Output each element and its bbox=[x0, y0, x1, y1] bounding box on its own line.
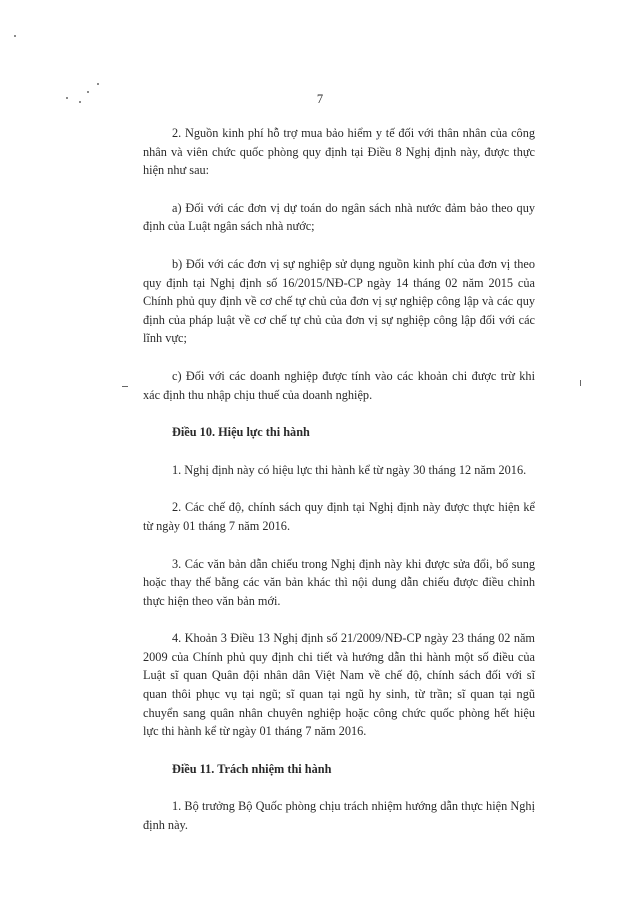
scan-speck bbox=[97, 83, 99, 85]
scan-speck bbox=[14, 35, 16, 37]
scan-speck bbox=[122, 386, 128, 387]
article-11-heading: Điều 11. Trách nhiệm thi hành bbox=[172, 761, 332, 776]
paragraph-referenced-documents: 3. Các văn bản dẫn chiếu trong Nghị định này khi được sửa đổi, bổ sung hoặc thay thế bằng các văn bản khác thì nội dung dẫn chiếu được điều chỉnh thực hiện theo văn bản mới. bbox=[143, 556, 535, 608]
paragraph-item-a: a) Đối với các đơn vị dự toán do ngân sách nhà nước đảm bảo theo quy định của Luật ngân sách nhà nước; bbox=[143, 200, 535, 234]
document-body bbox=[143, 124, 535, 835]
page-number: 7 bbox=[316, 92, 324, 106]
article-10-heading: Điều 10. Hiệu lực thi hành bbox=[172, 425, 310, 440]
paragraph-item-b: b) Đối với các đơn vị sự nghiệp sử dụng nguồn kinh phí của đơn vị theo quy định tại Nghị định số 16/2015/NĐ-CP ngày 14 tháng 02 năm 2015 của Chính phủ quy định về cơ chế tự chủ của đơn vị sự nghiệp công lập và các quy định của pháp luật về cơ chế tự chủ của đơn vị sự nghiệp công lập đối với các lĩnh vực; bbox=[143, 256, 535, 346]
paragraph-repeal-clause: 4. Khoản 3 Điều 13 Nghị định số 21/2009/NĐ-CP ngày 23 tháng 02 năm 2009 của Chính phủ quy định chi tiết và hướng dẫn thi hành một số điều của Luật sĩ quan Quân đội nhân dân Việt Nam về chế độ, chính sách đối với sĩ quan thôi phục vụ tại ngũ; sĩ quan tại ngũ hy sinh, từ trần; sĩ quan tại ngũ chuyển sang quân nhân chuyên nghiệp hoặc công chức quốc phòng hết hiệu lực thi hành kể từ ngày 01 tháng 7 năm 2016. bbox=[143, 631, 535, 739]
paragraph-minister-responsibility: 1. Bộ trưởng Bộ Quốc phòng chịu trách nhiệm hướng dẫn thực hiện Nghị định này. bbox=[143, 799, 535, 833]
paragraph-policy-application: 2. Các chế độ, chính sách quy định tại Nghị định này được thực hiện kể từ ngày 01 tháng 7 năm 2016. bbox=[143, 500, 535, 533]
paragraph-item-c: c) Đối với các doanh nghiệp được tính vào các khoản chi được trừ khi xác định thu nhập chịu thuế của doanh nghiệp. bbox=[143, 368, 535, 402]
paragraph-effective-date: 1. Nghị định này có hiệu lực thi hành kể từ ngày 30 tháng 12 năm 2016. bbox=[172, 462, 527, 477]
paragraph-funding-source: 2. Nguồn kinh phí hỗ trợ mua bảo hiểm y tế đối với thân nhân của công nhân và viên chức quốc phòng quy định tại Điều 8 Nghị định này, được thực hiện như sau: bbox=[143, 126, 535, 178]
scan-speck bbox=[580, 380, 581, 386]
